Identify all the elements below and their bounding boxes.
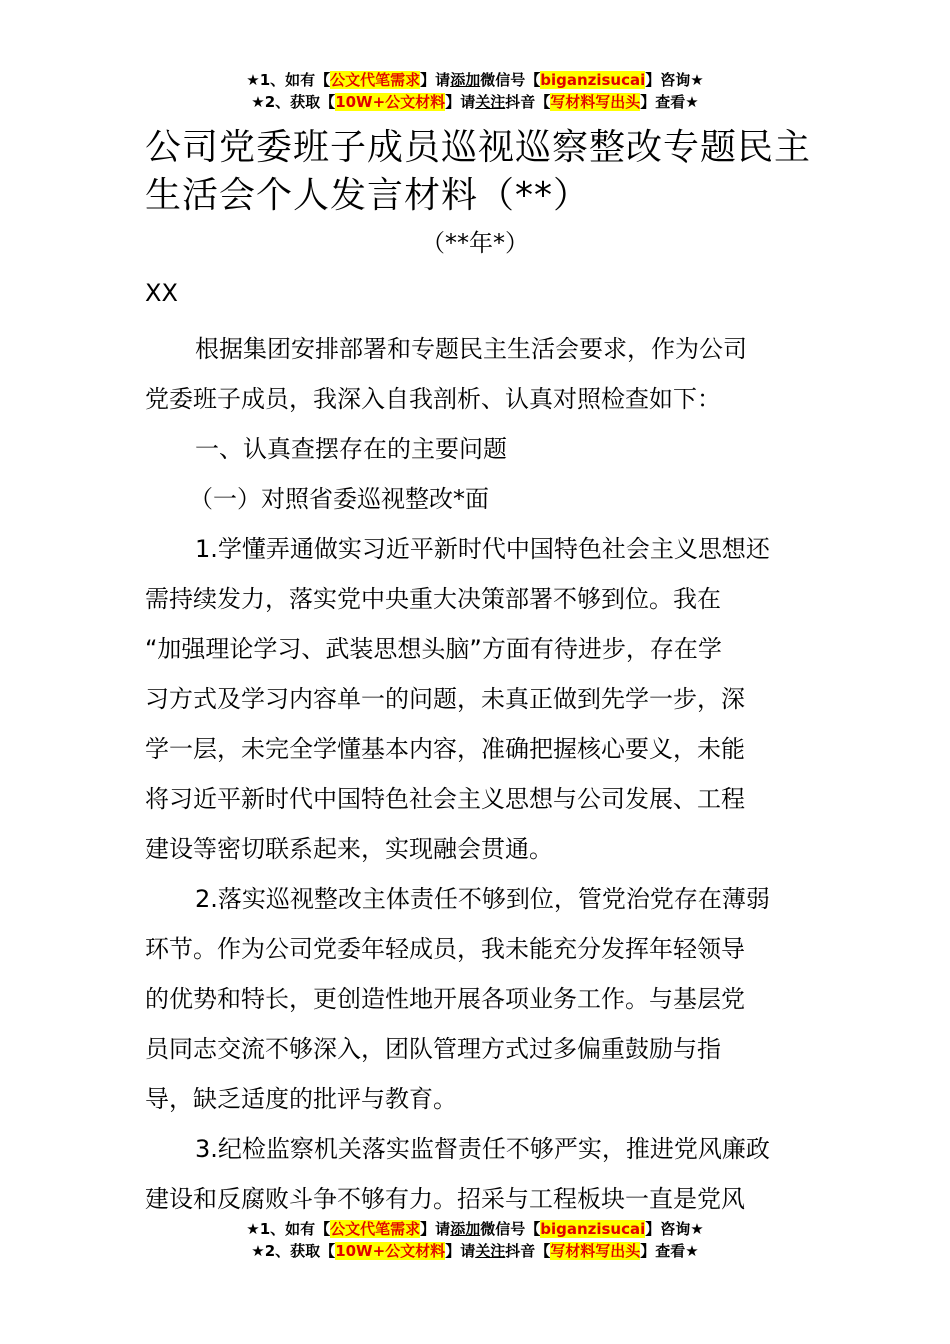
underlined-text: 添加 xyxy=(450,1220,481,1238)
banner-text: ★2、获取【 xyxy=(251,1242,336,1260)
banner-text: 抖音【 xyxy=(505,1242,551,1260)
underlined-text: 关注 xyxy=(475,93,506,111)
banner-text: 】请 xyxy=(445,1242,476,1260)
highlight-text: 10W+公文材料 xyxy=(335,1242,446,1260)
highlight-text: 公文代笔需求 xyxy=(330,71,421,89)
body-line: 习方式及学习内容单一的问题，未真正做到先学一步，深 xyxy=(145,685,745,713)
highlight-text: 公文代笔需求 xyxy=(330,1220,421,1238)
banner-text: 微信号【 xyxy=(480,1220,541,1238)
body-line: 2.落实巡视整改主体责任不够到位，管党治党存在薄弱 xyxy=(195,885,770,913)
document-date: （**年*） xyxy=(421,229,529,257)
banner-text: 抖音【 xyxy=(505,93,551,111)
body-line: 1.学懂弄通做实习近平新时代中国特色社会主义思想还 xyxy=(195,535,770,563)
underlined-text: 关注 xyxy=(475,1242,506,1260)
banner-text: 】请 xyxy=(420,1220,451,1238)
banner-line-1 xyxy=(0,1218,950,1240)
banner-text: 微信号【 xyxy=(480,71,541,89)
banner-line-2 xyxy=(0,91,950,113)
body-line: 环节。作为公司党委年轻成员，我未能充分发挥年轻领导 xyxy=(145,935,745,963)
document-title xyxy=(145,124,815,220)
body-line: 3.纪检监察机关落实监督责任不够严实，推进党风廉政 xyxy=(195,1135,770,1163)
body-line: 根据集团安排部署和专题民主生活会要求，作为公司 xyxy=(195,335,747,363)
title-line-2: 生活会个人发言材料（**） xyxy=(145,175,591,216)
banner-line-1 xyxy=(0,69,950,91)
banner-text: 】查看★ xyxy=(640,93,699,111)
document-body xyxy=(145,324,807,1224)
banner-line-2 xyxy=(0,1240,950,1262)
body-line: 建设等密切联系起来，实现融会贯通。 xyxy=(145,835,553,863)
title-line-1: 公司党委班子成员巡视巡察整改专题民主 xyxy=(145,127,812,168)
banner-text: 】请 xyxy=(445,93,476,111)
banner-text: 】咨询★ xyxy=(645,71,704,89)
body-line: 党委班子成员，我深入自我剖析、认真对照检查如下： xyxy=(145,385,721,413)
subsection-heading: （一）对照省委巡视整改*面 xyxy=(189,485,489,513)
highlight-text: 写材料写出头 xyxy=(550,93,641,111)
body-line: 学一层，未完全学懂基本内容，准确把握核心要义，未能 xyxy=(145,735,745,763)
document-author: XX xyxy=(145,279,178,307)
section-heading: 一、认真查摆存在的主要问题 xyxy=(195,435,507,463)
body-line: 员同志交流不够深入，团队管理方式过多偏重鼓励与指 xyxy=(145,1035,721,1063)
body-line: 导，缺乏适度的批评与教育。 xyxy=(145,1085,457,1113)
body-line: 将习近平新时代中国特色社会主义思想与公司发展、工程 xyxy=(145,785,745,813)
banner-text: ★1、如有【 xyxy=(246,1220,331,1238)
highlight-text: biganzisucai xyxy=(540,1220,646,1238)
body-line: 建设和反腐败斗争不够有力。招采与工程板块一直是党风 xyxy=(145,1185,745,1213)
highlight-text: biganzisucai xyxy=(540,71,646,89)
body-line: “加强理论学习、武装思想头脑”方面有待进步，存在学 xyxy=(145,635,722,663)
bottom-promo-banner xyxy=(0,1218,950,1262)
body-line: 的优势和特长，更创造性地开展各项业务工作。与基层党 xyxy=(145,985,745,1013)
underlined-text: 添加 xyxy=(450,71,481,89)
banner-text: 】请 xyxy=(420,71,451,89)
banner-text: 】查看★ xyxy=(640,1242,699,1260)
banner-text: ★2、获取【 xyxy=(251,93,336,111)
highlight-text: 写材料写出头 xyxy=(550,1242,641,1260)
banner-text: 】咨询★ xyxy=(645,1220,704,1238)
highlight-text: 10W+公文材料 xyxy=(335,93,446,111)
body-line: 需持续发力，落实党中央重大决策部署不够到位。我在 xyxy=(145,585,721,613)
banner-text: ★1、如有【 xyxy=(246,71,331,89)
top-promo-banner xyxy=(0,69,950,113)
